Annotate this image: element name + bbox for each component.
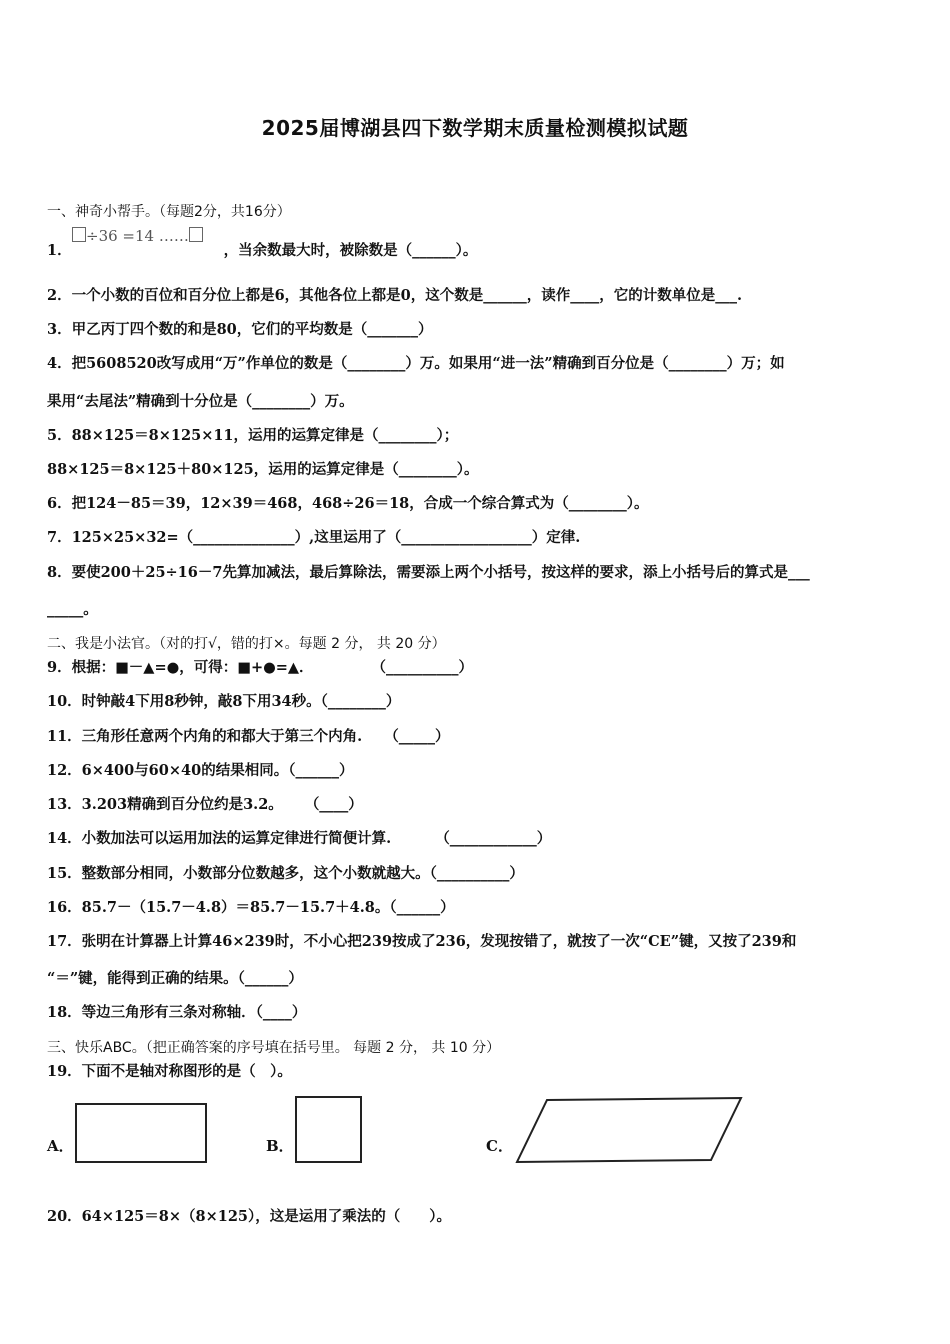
question-5-line-1: 5．88×125＝8×125×11，运用的运算定律是（________）； xyxy=(47,427,459,444)
question-7: 7．125×25×32=（______________）,这里运用了（__________________）定律. xyxy=(47,529,581,546)
q9-text: 9．根据：■－▲=●，可得：■+●=▲． xyxy=(47,659,314,676)
question-9 xyxy=(47,658,473,678)
question-20: 20．64×125＝8×（8×125），这是运用了乘法的（ ）。 xyxy=(47,1208,452,1225)
option-a-rectangle xyxy=(74,1100,210,1166)
option-b-square xyxy=(293,1094,365,1166)
section-2-heading: 二、我是小法官。（对的打√，错的打×。每题 2 分， 共 20 分） xyxy=(47,636,446,652)
q13-text: 13．3.203精确到百分位约是3.2。 xyxy=(47,796,283,813)
question-10: 10．时钟敲4下用8秒钟，敲8下用34秒。（________） xyxy=(47,693,401,710)
q11-answer-paren: （_____） xyxy=(384,728,450,745)
question-16: 16．85.7－（15.7－4.8）＝85.7－15.7＋4.8。（______） xyxy=(47,899,455,916)
question-19: 19．下面不是轴对称图形的是（ ）。 xyxy=(47,1063,292,1080)
question-8-line-2: _____。 xyxy=(47,601,98,618)
question-13 xyxy=(47,795,363,815)
question-11 xyxy=(47,727,449,747)
question-14 xyxy=(47,829,551,849)
option-b-label: B． xyxy=(266,1137,294,1155)
question-8-line-1: 8．要使200＋25÷16－7先算加减法，最后算除法，需要添上两个小括号，按这样的要求，添上小括号后的算式是___ xyxy=(47,564,810,581)
q11-text: 11．三角形任意两个内角的和都大于第三个内角. xyxy=(47,728,363,745)
page-title: 2025届博湖县四下数学期末质量检测模拟试题 xyxy=(261,116,689,140)
q14-answer-paren: （____________） xyxy=(435,830,552,847)
option-c-parallelogram xyxy=(513,1094,747,1166)
option-a-label: A． xyxy=(47,1137,74,1155)
question-1 xyxy=(47,241,477,261)
q14-text: 14．小数加法可以运用加法的运算定律进行简便计算. xyxy=(47,830,392,847)
question-4-line-1: 4．把5608520改写成用“万”作单位的数是（________）万。如果用“进一法”精确到百分位是（________）万；如 xyxy=(47,355,785,372)
option-c-label: C． xyxy=(486,1137,513,1155)
question-4-line-2: 果用“去尾法”精确到十分位是（________）万。 xyxy=(47,393,354,410)
q1-formula-text: ÷36 =14 …… xyxy=(86,227,189,245)
blank-box-icon xyxy=(72,227,86,242)
q1-number: 1． xyxy=(47,242,72,259)
q9-answer-paren: （__________） xyxy=(371,659,474,676)
blank-box-icon xyxy=(189,227,203,242)
question-18: 18．等边三角形有三条对称轴．（____） xyxy=(47,1004,307,1021)
question-5-line-2: 88×125＝8×125＋80×125，运用的运算定律是（________）。 xyxy=(47,461,479,478)
question-6: 6．把124－85＝39，12×39＝468，468÷26＝18，合成一个综合算式为（________）。 xyxy=(47,495,649,512)
q13-answer-paren: （____） xyxy=(304,796,363,813)
question-17-line-2: “＝”键，能得到正确的结果。（______） xyxy=(47,970,303,987)
section-1-heading: 一、神奇小帮手。（每题2分，共16分） xyxy=(47,204,291,220)
section-3-heading: 三、快乐ABC。（把正确答案的序号填在括号里。 每题 2 分， 共 10 分） xyxy=(47,1040,501,1056)
question-15: 15．整数部分相同，小数部分位数越多，这个小数就越大。（__________） xyxy=(47,865,524,882)
question-2: 2．一个小数的百位和百分位上都是6，其他各位上都是0，这个数是______，读作____，它的计数单位是___. xyxy=(47,287,743,304)
question-3: 3．甲乙丙丁四个数的和是80，它们的平均数是（_______） xyxy=(47,321,433,338)
question-17-line-1: 17．张明在计算器上计算46×239时，不小心把239按成了236，发现按错了，就按了一次“CE”键，又按了239和 xyxy=(47,933,797,950)
q1-text: ，当余数最大时，被除数是（______）。 xyxy=(223,242,478,259)
question-12: 12．6×400与60×40的结果相同。（______） xyxy=(47,762,354,779)
